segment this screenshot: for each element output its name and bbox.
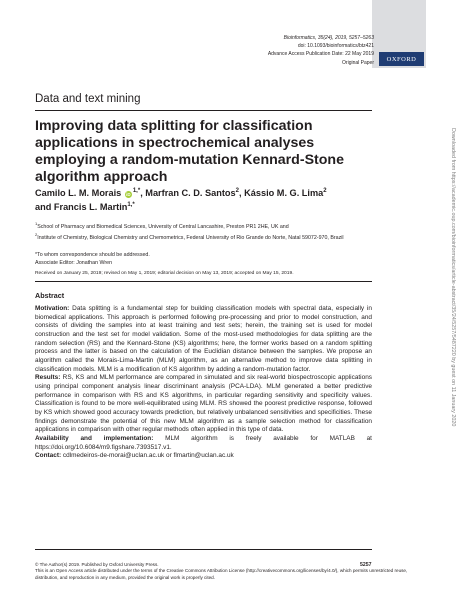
abstract-motivation: [35, 305, 372, 374]
section-label: Data and text mining: [35, 93, 141, 105]
availability-text[interactable]: MLM algorithm is freely available for MATLAB at https://doi.org/10.6084/m9.figshare.7393517.v1.: [35, 434, 372, 451]
results-text: RS, KS and MLM performance are compared in simulated and six real-world biospectroscopic applications using principal component analysis linear discriminant analysis (PCA-LDA). MLM generated a better predictive performance in comparison with RS and KS algorithms, in particular regarding sensitivity and specificity values. Classification is found to be more well-equilibrated using MLM. RS showed the poorest predictive response, followed by KS which showed good accuracy towards prediction, but relatively unbalanced sensitivities and specificities. These findings demonstrate the potential of this new MLM algorithm as a sample selection method for classification applications in comparison with other regular methods often applied in this type of data.: [35, 374, 372, 434]
advance-access-date: Advance Access Publication Date: 22 May 2019: [267, 51, 374, 58]
author-list: [35, 185, 375, 214]
author-sup: 1,*: [132, 188, 141, 194]
affiliation-1: [35, 220, 372, 231]
journal-doi[interactable]: doi: 10.1093/bioinformatics/btz421: [297, 43, 374, 50]
received-dates: Received on January 25, 2019; revised on May 1, 2019; editorial decision on May 13, 2019; accepted on May 15, 2019.: [35, 271, 294, 276]
orcid-icon[interactable]: iD: [126, 192, 131, 198]
paper-type: Original Paper: [342, 59, 374, 66]
abstract-contact: [35, 452, 372, 461]
affiliation-2: [35, 231, 372, 242]
motivation-label: Motivation:: [35, 305, 70, 312]
divider-top: [35, 110, 372, 111]
affiliation-text: Institute of Chemistry, Biological Chemistry and Chemometrics, Federal University of Rio Grande do Norte, Natal 59072-970, Brazil: [37, 234, 344, 241]
affiliation-text: School of Pharmacy and Biomedical Sciences, University of Central Lancashire, Preston PR1 2HE, UK and: [37, 223, 289, 230]
notes: [35, 251, 372, 267]
license-text: This is an Open Access article distributed under the terms of the Creative Commons Attribution License (http://creativecommons.org/licenses/by/4.0/), which permits unrestricted reuse, distribution, and reproduction in any medium, provided the original work is properly cited.: [35, 568, 408, 580]
author-sup: 2: [235, 188, 239, 194]
author-sup: 1,*: [127, 202, 135, 209]
contact-emails[interactable]: cdlmedeiros-de-morai@uclan.ac.uk or flmartin@uclan.ac.uk: [61, 452, 234, 460]
divider-middle: [35, 281, 372, 282]
abstract-availability: [35, 435, 372, 452]
copyright-line: © The Author(s) 2019. Published by Oxford University Press.: [35, 562, 159, 567]
motivation-text: Data splitting is a fundamental step for building classification models with spectral data, especially in biomedical applications. This approach is performed following pre-processing and prior to model construction, and consists of dividing the samples into at least training and test sets; herein, the training set is used for model construction and the test set for model validation. Some of the most-used methodologies for data splitting are the random selection (RS) and the Kennard-Stone (KS) algorithms; here, the former works based on a random splitting process and the latter is based on the calculation of the Euclidian distance between the samples. We propose an algorithm called the Morais-Lima-Martin (MLM) algorithm, as an alternative method to improve data splitting in classification models. MLM is a modification of KS algorithm by adding a random-mutation factor.: [35, 305, 372, 373]
page-number: 5257: [360, 562, 372, 568]
author-santos[interactable]: , Marfran C. D. Santos: [140, 188, 236, 199]
abstract-body: [35, 305, 372, 461]
author-morais[interactable]: Camilo L. M. Morais: [35, 188, 122, 199]
contact-label: Contact:: [35, 452, 62, 460]
affiliation-number: 1: [35, 221, 38, 226]
abstract-results: [35, 374, 372, 435]
availability-label: Availability and implementation:: [35, 434, 154, 442]
divider-bottom: [35, 549, 372, 550]
journal-citation: Bioinformatics, 35(24), 2019, 5257–5263: [283, 35, 374, 41]
affiliations: [35, 220, 372, 242]
author-sup: 2: [323, 188, 327, 194]
journal-info: [268, 34, 374, 67]
affiliation-number: 2: [35, 231, 38, 237]
results-label: Results:: [35, 374, 61, 382]
download-watermark: [449, 128, 456, 508]
download-watermark-text: Downloaded from https://academic.oup.com/bioinformatics/article-abstract/35/24/5257/5487220 by guest on 11 January 2020: [450, 128, 456, 427]
correspondence-note: *To whom correspondence should be addressed.: [35, 252, 150, 258]
oxford-logo[interactable]: OXFORD: [379, 52, 424, 66]
author-lima[interactable]: , Kássio M. G. Lima: [239, 188, 324, 199]
author-martin[interactable]: and Francis L. Martin: [35, 202, 128, 213]
abstract-heading: Abstract: [35, 291, 65, 300]
associate-editor: Associate Editor: Jonathan Wren: [35, 260, 113, 267]
paper-title: Improving data splitting for classification applications in spectrochemical analyses employing a random-mutation Kennard-Stone algorithm approach: [35, 118, 344, 185]
